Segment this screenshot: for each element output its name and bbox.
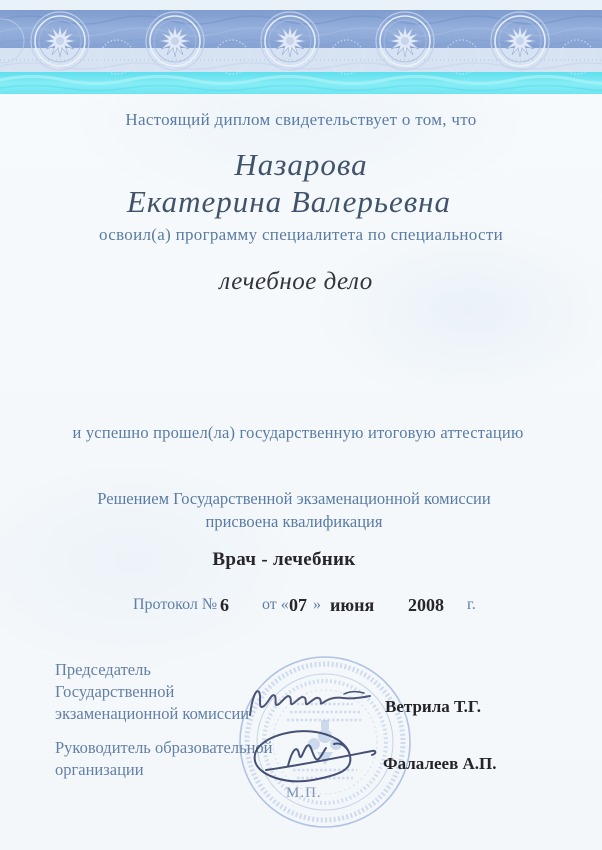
stamp-place-label: М.П. bbox=[286, 785, 322, 801]
protocol-year: 2008 bbox=[408, 595, 444, 615]
protocol-day: 07 bbox=[289, 595, 307, 615]
protocol-year-suffix: г. bbox=[467, 596, 476, 613]
head-title-line-1: Руководитель образовательной bbox=[55, 738, 273, 757]
protocol-month: июня bbox=[330, 595, 375, 615]
chairman-signature bbox=[246, 683, 378, 725]
holder-first-middle-name: Екатерина Валерьевна bbox=[126, 184, 452, 219]
holder-last-name: Назарова bbox=[234, 147, 368, 182]
program-line: освоил(а) программу специалитета по специальности bbox=[99, 225, 503, 244]
chairman-title-line-3: экзаменационной комиссии bbox=[55, 704, 250, 723]
decorative-border-band bbox=[0, 0, 602, 96]
commission-line-2: присвоена квалификация bbox=[205, 512, 383, 531]
protocol-row bbox=[0, 596, 602, 620]
chairman-name: Ветрила Т.Г. bbox=[385, 697, 482, 716]
intro-line: Настоящий диплом свидетельствует о том, что bbox=[125, 110, 477, 129]
head-signature bbox=[250, 726, 380, 794]
chairman-title-line-2: Государственной bbox=[55, 682, 175, 701]
protocol-from-open: от « bbox=[262, 596, 289, 613]
head-title-line-2: организации bbox=[55, 760, 144, 779]
commission-line-1: Решением Государственной экзаменационной комиссии bbox=[97, 489, 491, 508]
specialty-value: лечебное дело bbox=[219, 268, 373, 295]
attestation-line: и успешно прошел(ла) государственную итоговую аттестацию bbox=[72, 423, 524, 442]
head-name: Фалалеев А.П. bbox=[383, 754, 497, 773]
protocol-close-quote: » bbox=[313, 596, 321, 613]
qualification-value: Врач - лечебник bbox=[212, 549, 356, 570]
chairman-title-line-1: Председатель bbox=[55, 660, 151, 679]
protocol-label: Протокол № bbox=[133, 596, 218, 613]
protocol-number: 6 bbox=[220, 595, 229, 615]
